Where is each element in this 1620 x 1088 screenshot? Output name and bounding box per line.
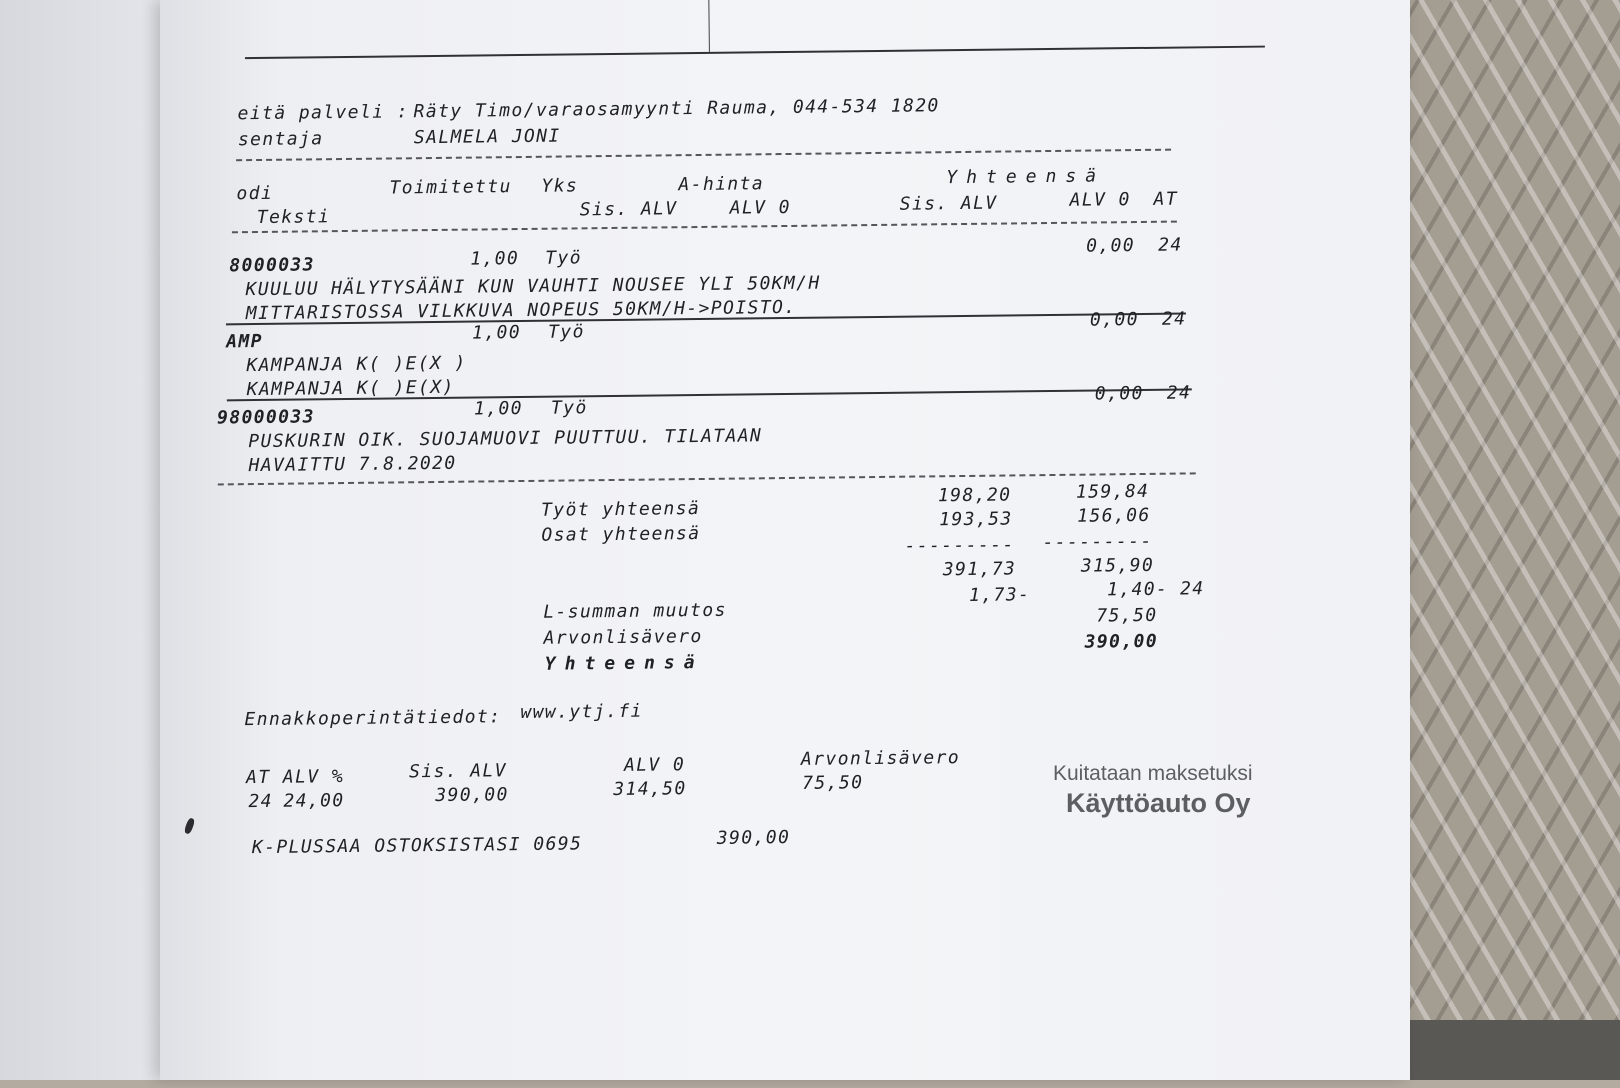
rounding-vat-code: 24	[1179, 578, 1205, 600]
line-text-2: MITTARISTOSSA VILKKUVA NOPEUS 50KM/H->POISTO.	[245, 296, 797, 325]
header-box-divider	[708, 0, 710, 52]
col-delivered-header: Toimitettu	[389, 176, 512, 199]
col-unit-price-header: A-hinta	[678, 173, 765, 196]
work-total-label: Työt yhteensä	[540, 497, 701, 521]
vat-summary-header-vat: Arvonlisävero	[800, 747, 961, 770]
vat-summary-header-vat0: ALV 0	[623, 754, 686, 776]
served-by-label: eitä palveli :	[237, 101, 410, 125]
line-unit: Työ	[550, 397, 588, 419]
loyalty-label: K-PLUSSAA OSTOKSISTASI 0695	[251, 833, 583, 859]
line-amount: 0,00	[1094, 382, 1144, 405]
grand-total-value: 390,00	[1084, 630, 1159, 653]
col-text-header: Teksti	[256, 206, 331, 229]
parts-total-label: Osat yhteensä	[541, 522, 701, 546]
line-unit: Työ	[545, 247, 583, 269]
line-vat-code: 24	[1161, 308, 1187, 330]
vat-summary-header-incl: Sis. ALV	[408, 760, 508, 783]
mechanic-value: SALMELA JONI	[413, 125, 561, 149]
work-total-vat0: 159,84	[1075, 480, 1150, 503]
line-text-1: KUULUU HÄLYTYSÄÄNI KUN VAUHTI NOUSEE YLI 50KM/H	[245, 272, 821, 301]
vat-summary-rate: 24,00	[283, 790, 345, 812]
col-total-header: Yhteensä	[946, 165, 1106, 189]
rounding-vat0: 1,40-	[1106, 578, 1169, 601]
col-code-header: odi	[236, 182, 274, 205]
vat-summary-incl: 390,00	[435, 784, 509, 807]
col-vat-code-header: AT	[1153, 188, 1179, 210]
line-vat-code: 24	[1158, 234, 1183, 256]
line-amount: 0,00	[1089, 309, 1140, 331]
totals-separator-vat0: ---------	[1042, 530, 1153, 554]
paid-stamp-text: Kuitataan maksetuksi	[1053, 762, 1253, 785]
line-text-2: HAVAITTU 7.8.2020	[248, 452, 457, 477]
prepayment-url: www.ytj.fi	[520, 700, 643, 724]
rounding-incl-vat: 1,73-	[968, 584, 1031, 606]
parts-total-vat0: 156,06	[1077, 504, 1151, 527]
paid-stamp-company: Käyttöauto Oy	[1066, 788, 1251, 818]
totals-separator-incl: ---------	[904, 534, 1015, 557]
mechanic-label: sentaja	[237, 128, 324, 151]
sum-incl-vat: 391,73	[942, 558, 1017, 581]
vat-summary-code: 24	[248, 790, 273, 813]
header-box-bottom-rule	[245, 46, 1265, 60]
prepayment-label: Ennakkoperintätiedot:	[244, 706, 502, 731]
col-unit-header: Yks	[541, 175, 579, 197]
served-by-value: Räty Timo/varaosamyynti Rauma, 044-534 1820	[413, 95, 940, 123]
vat-summary-vat: 75,50	[802, 772, 864, 794]
parts-total-incl-vat: 193,53	[939, 508, 1013, 531]
header-dashed-rule	[236, 149, 1171, 162]
line-qty: 1,00	[470, 248, 520, 270]
col-total-incl-vat-header: Sis. ALV	[899, 192, 998, 215]
vat-summary-vat0: 314,50	[613, 778, 687, 801]
col-total-vat0-header: ALV 0	[1069, 189, 1131, 211]
vat-summary-header-code: AT ALV %	[246, 766, 345, 789]
rounding-label: L-summan muutos	[543, 599, 727, 623]
line-unit: Työ	[547, 321, 585, 343]
line-text-1: KAMPANJA K( )E(X )	[246, 352, 467, 377]
line-qty: 1,00	[473, 398, 524, 420]
line-vat-code: 24	[1166, 382, 1192, 404]
line-code: 98000033	[216, 406, 316, 429]
line-qty: 1,00	[471, 322, 522, 344]
col-incl-vat-header: Sis. ALV	[579, 198, 678, 221]
line-code: 8000033	[229, 254, 316, 277]
table-header-dashed-rule	[232, 221, 1177, 234]
line-text-1: PUSKURIN OIK. SUOJAMUOVI PUUTTUU. TILATAAN	[248, 425, 763, 453]
loyalty-value: 390,00	[716, 826, 791, 849]
sum-vat0: 315,90	[1080, 554, 1155, 577]
vat-total-value: 75,50	[1096, 604, 1158, 627]
grand-total-label: Yhteensä	[544, 651, 704, 675]
vat-total-label: Arvonlisävero	[543, 625, 703, 649]
work-total-incl-vat: 198,20	[937, 484, 1012, 507]
line-text-2: KAMPANJA K( )E(X)	[246, 376, 455, 401]
col-vat0-header: ALV 0	[729, 196, 791, 219]
line-code: AMP	[226, 330, 264, 353]
line-amount: 0,00	[1086, 235, 1136, 257]
